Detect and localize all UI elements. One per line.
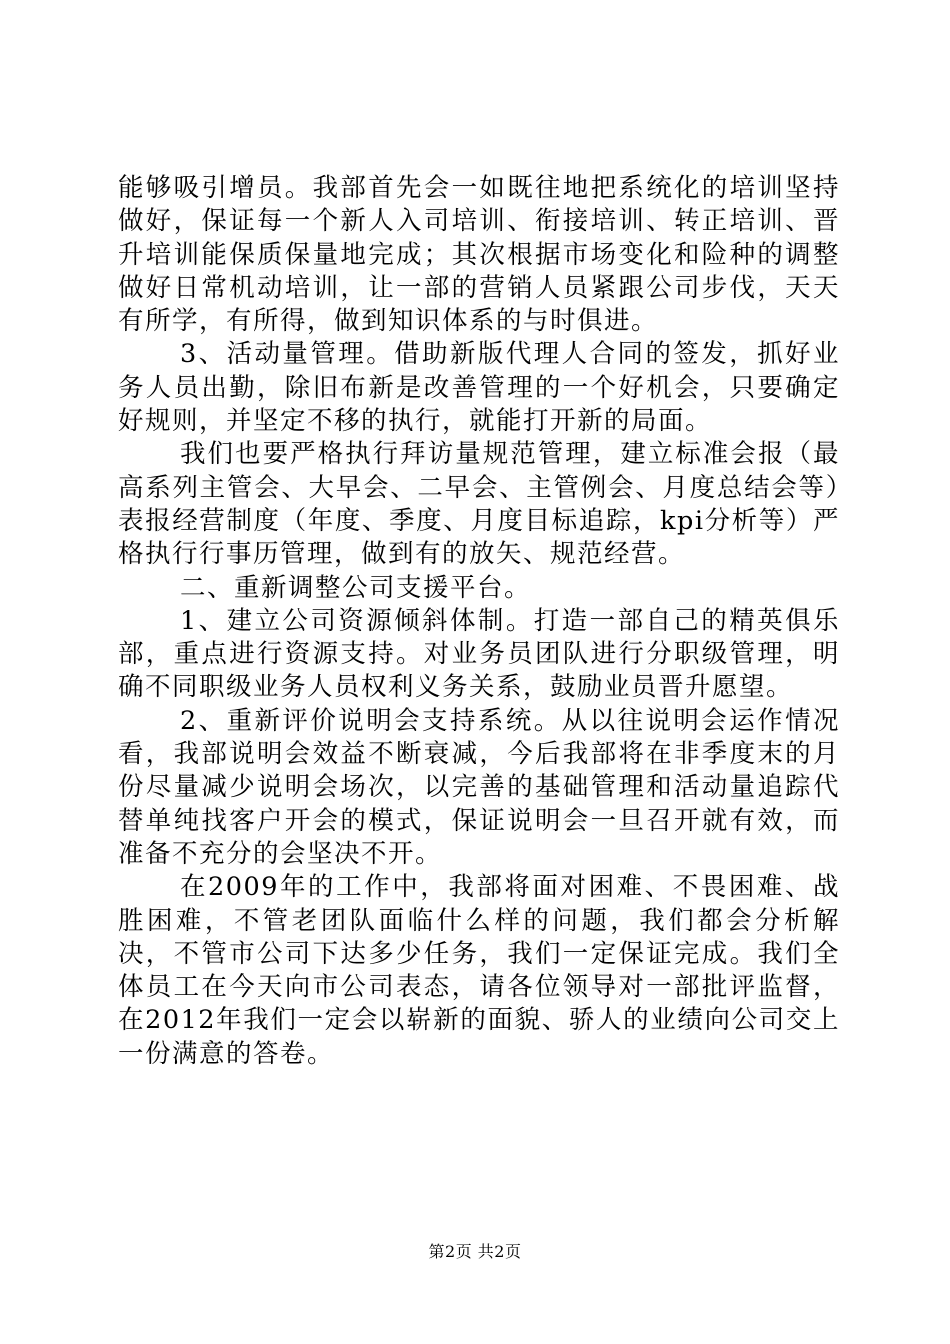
document-body bbox=[118, 172, 840, 1071]
page-footer: 第2页 共2页 bbox=[428, 1242, 522, 1261]
paragraph-conclusion: 在2009年的工作中，我部将面对困难、不畏困难、战胜困难，不管老团队面临什么样的问题，我们都会分析解决，不管市公司下达多少任务，我们一定保证完成。我们全体员工在今天向市公司表态，请各位领导对一部批评监督，在2012年我们一定会以崭新的面貌、骄人的业绩向公司交上一份满意的答卷。 bbox=[118, 872, 840, 1069]
paragraph-training: 能够吸引增员。我部首先会一如既往地把系统化的培训坚持做好，保证每一个新人入司培训、衔接培训、转正培训、晋升培训能保质保量地完成；其次根据市场变化和险种的调整做好日常机动培训，让一部的营销人员紧跟公司步伐，天天有所学，有所得，做到知识体系的与时俱进。 bbox=[118, 173, 840, 337]
paragraph-resource-system: 1、建立公司资源倾斜体制。打造一部自己的精英俱乐部，重点进行资源支持。对业务员团队进行分职级管理，明确不同职级业务人员权利义务关系，鼓励业员晋升愿望。 bbox=[118, 605, 840, 703]
section-heading-support-platform: 二、重新调整公司支援平台。 bbox=[180, 572, 532, 603]
paragraph-activity-management: 3、活动量管理。借助新版代理人合同的签发，抓好业务人员出勤，除旧布新是改善管理的一个好机会，只要确定好规则，并坚定不移的执行，就能打开新的局面。 bbox=[118, 339, 840, 437]
paragraph-briefing-system: 2、重新评价说明会支持系统。从以往说明会运作情况看，我部说明会效益不断衰减，今后我部将在非季度末的月份尽量减少说明会场次，以完善的基础管理和活动量追踪代替单纯找客户开会的模式，保证说明会一旦召开就有效，而准备不充分的会坚决不开。 bbox=[118, 705, 840, 869]
paragraph-visit-management: 我们也要严格执行拜访量规范管理，建立标准会报（最高系列主管会、大早会、二早会、主管例会、月度总结会等）表报经营制度（年度、季度、月度目标追踪，kpi分析等）严格执行行事历管理，做到有的放矢、规范经营。 bbox=[118, 439, 840, 570]
